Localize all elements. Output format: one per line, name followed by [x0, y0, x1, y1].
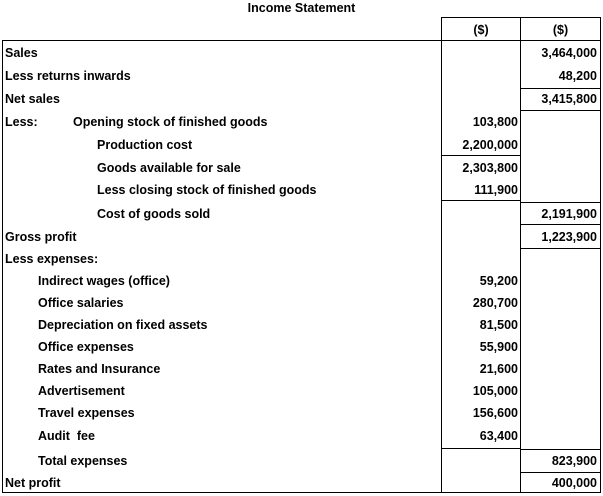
column-divider-1: [441, 17, 442, 493]
underline-total-expenses: [520, 472, 601, 473]
table-top-border: [441, 17, 601, 18]
table-bottom-border: [2, 492, 601, 493]
row-label-less: Less:: [5, 115, 38, 129]
row-label-sales: Sales: [5, 46, 38, 60]
row-label-indirect-wages: Indirect wages (office): [38, 274, 170, 288]
underline-production-cost: [441, 155, 521, 156]
row-label-total-expenses: Total expenses: [38, 454, 128, 468]
value-travel-expenses: 156,600: [472, 406, 518, 420]
row-label-net-sales: Net sales: [5, 92, 60, 106]
underline-returns-inwards: [520, 88, 601, 89]
value-net-profit: 400,000: [551, 476, 597, 490]
value-advertisement: 105,000: [472, 384, 518, 398]
value-production-cost: 2,200,000: [462, 138, 518, 152]
row-label-depreciation: Depreciation on fixed assets: [38, 318, 208, 332]
row-label-opening-stock: Opening stock of finished goods: [73, 115, 268, 129]
row-label-gross-profit: Gross profit: [5, 230, 77, 244]
underline-cogs: [520, 224, 601, 225]
value-office-expenses: 55,900: [479, 340, 518, 354]
value-total-expenses: 823,900: [551, 454, 597, 468]
column-header-2: ($): [552, 23, 569, 37]
value-closing-stock: 111,900: [474, 183, 518, 197]
row-label-less-expenses: Less expenses:: [5, 252, 99, 266]
value-rates-insurance: 21,600: [479, 362, 518, 376]
row-label-travel-expenses: Travel expenses: [38, 406, 135, 420]
value-returns-inwards: 48,200: [558, 69, 597, 83]
underline-audit-fee: [441, 448, 521, 449]
row-label-goods-available: Goods available for sale: [97, 161, 241, 175]
value-cogs: 2,191,900: [541, 207, 597, 221]
row-label-rates-insurance: Rates and Insurance: [38, 362, 161, 376]
value-depreciation: 81,500: [479, 318, 518, 332]
row-label-audit-fee: Audit fee: [38, 429, 95, 443]
header-bottom-border: [2, 40, 601, 41]
value-indirect-wages: 59,200: [479, 274, 518, 288]
row-label-advertisement: Advertisement: [38, 384, 125, 398]
overline-cogs: [520, 202, 601, 203]
value-office-salaries: 280,700: [472, 296, 518, 310]
row-label-office-salaries: Office salaries: [38, 296, 124, 310]
value-audit-fee: 63,400: [479, 429, 518, 443]
table-left-border: [2, 40, 3, 493]
value-net-sales: 3,415,800: [541, 92, 597, 106]
value-sales: 3,464,000: [541, 46, 597, 60]
column-header-1: ($): [473, 23, 489, 37]
statement-title: Income Statement: [247, 1, 356, 15]
row-label-cogs: Cost of goods sold: [97, 207, 211, 221]
value-opening-stock: 103,800: [472, 115, 518, 129]
row-label-closing-stock: Less closing stock of finished goods: [97, 183, 317, 197]
row-label-office-expenses: Office expenses: [38, 340, 134, 354]
underline-net-sales: [520, 110, 601, 111]
overline-total-expenses: [520, 449, 601, 450]
underline-closing-stock: [441, 200, 521, 201]
row-label-returns-inwards: Less returns inwards: [5, 69, 131, 83]
value-gross-profit: 1,223,900: [541, 230, 597, 244]
underline-gross-profit: [520, 248, 601, 249]
value-goods-available: 2,303,800: [462, 161, 518, 175]
row-label-production-cost: Production cost: [97, 138, 193, 152]
row-label-net-profit: Net profit: [5, 476, 61, 490]
